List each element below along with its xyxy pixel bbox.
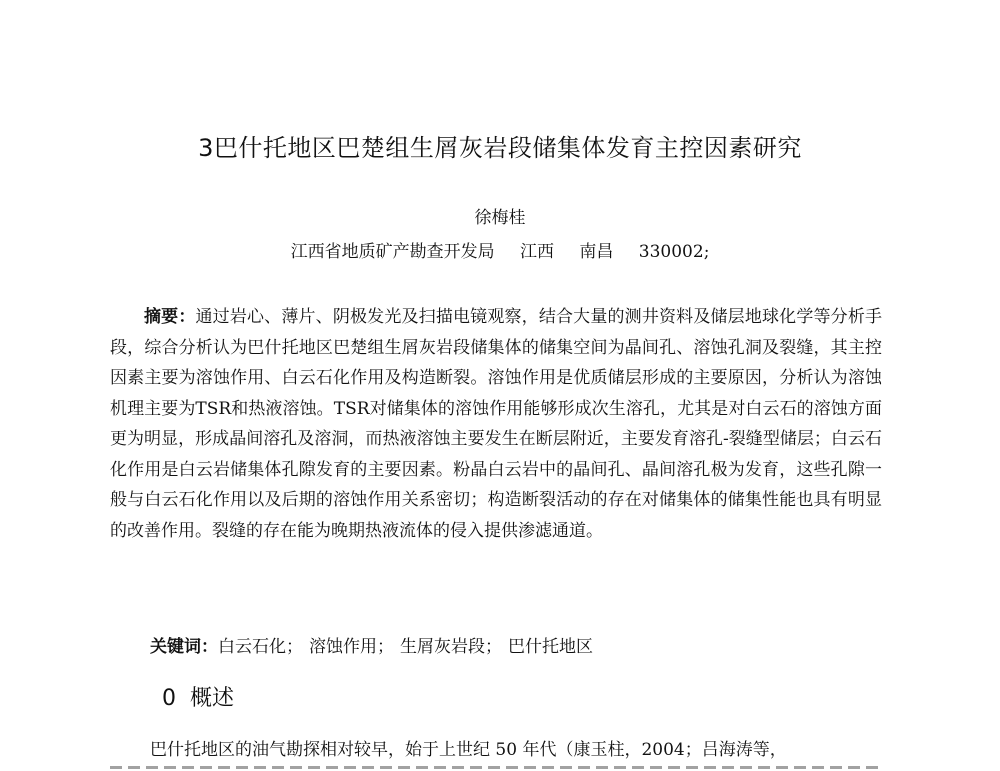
keywords-label: 关键词： [150, 637, 218, 657]
cut-off-text-line [110, 764, 882, 771]
keyword-item: 巴什托地区 [508, 637, 593, 657]
keyword-item: 生屑灰岩段 [400, 637, 485, 657]
affiliation-postcode: 330002; [638, 242, 710, 262]
author-name: 徐梅桂 [474, 208, 526, 228]
affiliation-city: 南昌 [579, 242, 614, 262]
affiliation-organization: 江西省地质矿产勘查开发局 [290, 242, 495, 262]
section-title: 概述 [190, 686, 235, 711]
keywords-line [150, 632, 882, 657]
author-affiliation [0, 237, 1000, 262]
abstract-paragraph [110, 302, 882, 546]
section-number: 0 [162, 686, 176, 711]
keyword-separator: ； [377, 637, 394, 657]
abstract-text: 通过岩心、薄片、阴极发光及扫描电镜观察，结合大量的测井资料及储层地球化学等分析手段，综合分析认为巴什托地区巴楚组生屑灰岩段储集体的储集空间为晶间孔、溶蚀孔洞及裂缝，其主控因素主要为溶蚀作用、白云石化作用及构造断裂。溶蚀作用是优质储层形成的主要原因，分析认为溶蚀机理主要为TSR和热液溶蚀。TSR对储集体的溶蚀作用能够形成次生溶孔，尤其是对白云石的溶蚀方面更为明显，形成晶间溶孔及溶洞，而热液溶蚀主要发生在断层附近，主要发育溶孔-裂缝型储层；白云石化作用是白云岩储集体孔隙发育的主要因素。粉晶白云岩中的晶间孔、晶间溶孔极为发育，这些孔隙一般与白云石化作用以及后期的溶蚀作用关系密切；构造断裂活动的存在对储集体的储集性能也具有明显的改善作用。裂缝的存在能为晚期热液流体的侵入提供渗滤通道。 [110, 307, 882, 541]
cut-off-text-strokes [110, 766, 882, 769]
abstract-label: 摘要： [144, 307, 196, 327]
keyword-item: 白云石化 [218, 637, 286, 657]
intro-paragraph-line: 巴什托地区的油气勘探相对较早，始于上世纪 50 年代（康玉柱，2004；吕海涛等， [150, 740, 787, 760]
keyword-item: 溶蚀作用 [309, 637, 377, 657]
section-heading [162, 681, 234, 712]
affiliation-province: 江西 [519, 242, 554, 262]
keyword-separator: ； [286, 637, 303, 657]
paper-title: 3巴什托地区巴楚组生屑灰岩段储集体发育主控因素研究 [198, 134, 802, 162]
keyword-separator: ； [485, 637, 502, 657]
